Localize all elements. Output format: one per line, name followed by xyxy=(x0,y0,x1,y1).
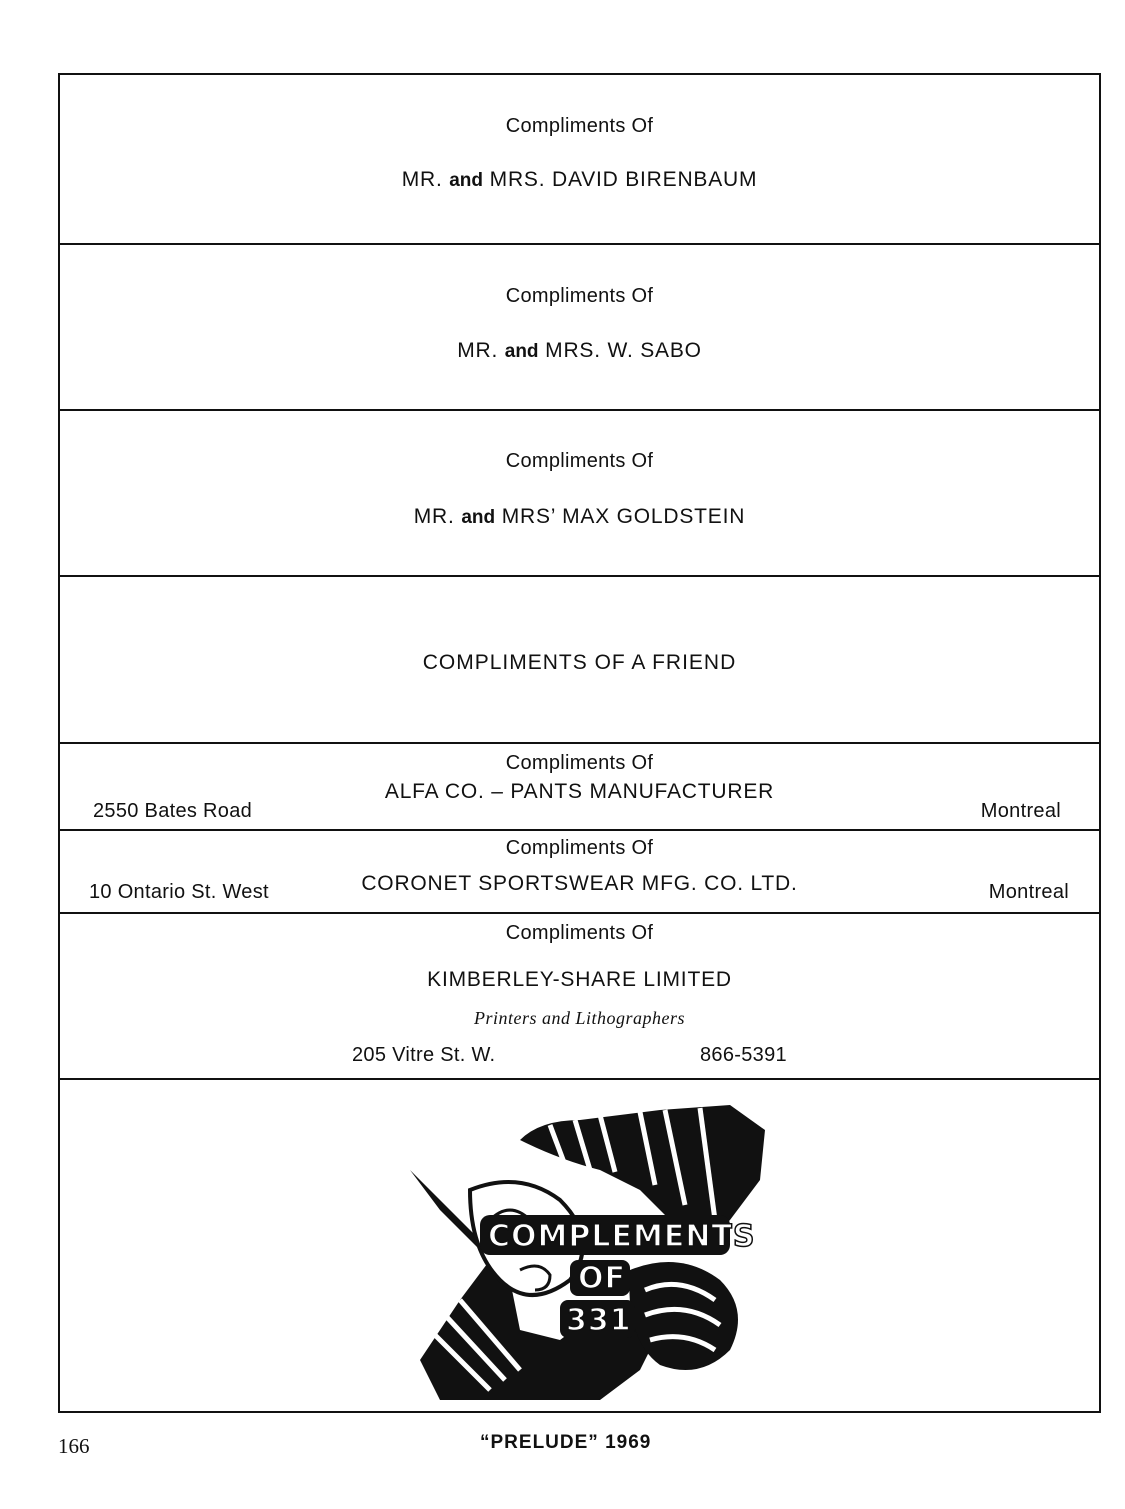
advertiser-name xyxy=(60,505,1099,529)
advertiser-name: COMPLIMENTS OF A FRIEND xyxy=(422,651,737,674)
ads-frame xyxy=(58,73,1101,1413)
ad-birenbaum xyxy=(60,75,1099,245)
advertiser-city: Montreal xyxy=(980,800,1061,822)
svg-text:OF: OF xyxy=(578,1261,626,1296)
compliments-heading: Compliments Of xyxy=(505,450,654,472)
svg-text:COMPLEMENTS: COMPLEMENTS xyxy=(488,1219,756,1254)
name-rest: MRS. W. SABO xyxy=(545,339,702,362)
advertiser-city: Montreal xyxy=(988,881,1069,903)
compliments-heading: Compliments Of xyxy=(505,922,654,944)
publication-title: “PRELUDE” 1969 xyxy=(480,1432,652,1453)
advertiser-tagline: Printers and Lithographers xyxy=(473,1008,686,1028)
name-and: and xyxy=(504,341,539,362)
advertiser-name: KIMBERLEY-SHARE LIMITED xyxy=(427,968,732,991)
compliments-heading: Compliments Of xyxy=(505,285,654,307)
advertiser-name xyxy=(60,339,1099,363)
ad-goldstein xyxy=(60,409,1099,577)
compliments-heading: Compliments Of xyxy=(505,837,654,859)
psychedelic-artwork xyxy=(400,1100,780,1405)
name-prefix: MR. xyxy=(413,505,455,528)
ad-sabo xyxy=(60,243,1099,411)
svg-text:331: 331 xyxy=(566,1303,632,1338)
advertiser-name: ALFA CO. – PANTS MANUFACTURER xyxy=(384,780,775,803)
ad-kimberley-share xyxy=(60,912,1099,1080)
name-rest: MRS’ MAX GOLDSTEIN xyxy=(501,505,746,528)
advertiser-address: 205 Vitre St. W. xyxy=(352,1044,496,1066)
advertiser-phone: 866-5391 xyxy=(700,1044,787,1066)
advertiser-address: 2550 Bates Road xyxy=(93,800,253,822)
compliments-heading: Compliments Of xyxy=(505,752,654,774)
page-number: 166 xyxy=(58,1434,90,1458)
advertiser-name: CORONET SPORTSWEAR MFG. CO. LTD. xyxy=(361,872,798,895)
name-and: and xyxy=(461,507,496,528)
name-rest: MRS. DAVID BIRENBAUM xyxy=(489,168,758,191)
ad-artwork xyxy=(60,1078,1099,1413)
ad-coronet xyxy=(60,829,1099,914)
advertiser-name xyxy=(60,168,1099,192)
ad-alfa xyxy=(60,742,1099,831)
advertiser-address: 10 Ontario St. West xyxy=(89,881,269,903)
name-prefix: MR. xyxy=(457,339,499,362)
compliments-heading: Compliments Of xyxy=(505,115,654,137)
name-and: and xyxy=(449,170,484,191)
name-prefix: MR. xyxy=(401,168,443,191)
ad-friend xyxy=(60,575,1099,744)
